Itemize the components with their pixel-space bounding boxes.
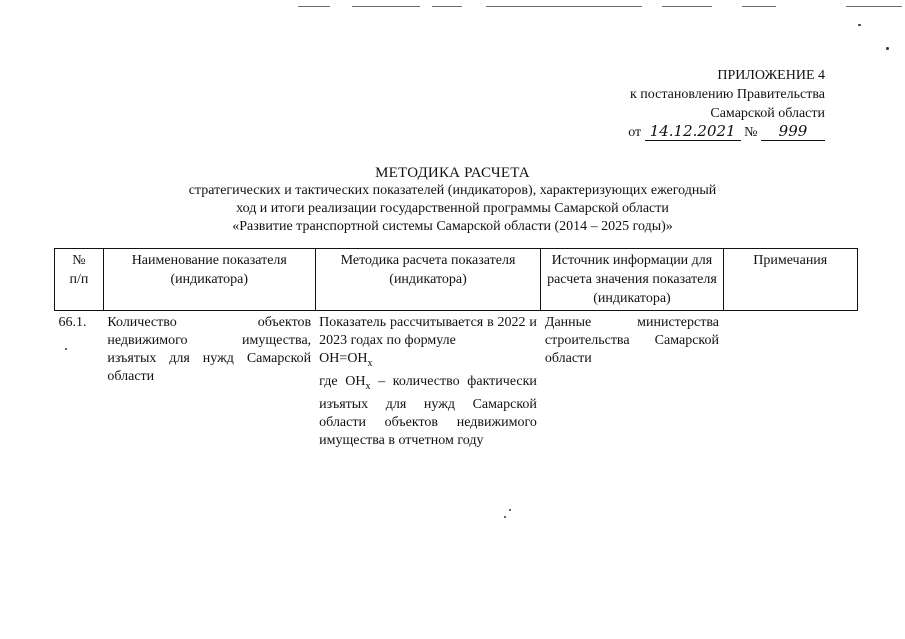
table-row — [55, 311, 858, 450]
row-calculation-method — [315, 311, 541, 450]
document-subtitle-line-2: ход и итоги реализации государственной программы Самарской области — [236, 201, 669, 216]
scan-speck — [504, 516, 506, 518]
method-description: Показатель рассчитывается в 2022 и 2023 годах по формуле — [319, 315, 537, 348]
date-prefix: от — [628, 125, 642, 140]
scan-artifact-line — [846, 6, 902, 7]
appendix-resolution-line: к постановлению Правительства — [629, 87, 825, 102]
scan-artifact-line — [298, 6, 330, 7]
row-number: 66.1. — [58, 315, 87, 330]
document-title-block — [120, 164, 785, 236]
row-notes — [723, 311, 858, 450]
appendix-date-number-row — [628, 123, 825, 142]
handwritten-date: 14.12.2021 — [645, 123, 741, 141]
header-indicator-name: Наименование показателя (индикатора) — [103, 249, 315, 311]
appendix-title: ПРИЛОЖЕНИЕ 4 — [717, 68, 825, 83]
formula-explanation — [319, 374, 537, 448]
formula-equals: = — [339, 351, 348, 366]
document-subtitle-line-3: «Развитие транспортной системы Самарской области (2014 – 2025 годы)» — [232, 219, 673, 234]
indicator-table — [54, 248, 858, 450]
scan-artifact-line — [352, 6, 420, 7]
header-calculation-method: Методика расчета показателя (индикатора) — [315, 249, 541, 311]
scan-artifact-line — [662, 6, 712, 7]
where-subscript: x — [365, 380, 371, 392]
header-information-source: Источник информации для расчета значения показателя (индикатора) — [541, 249, 723, 311]
scan-speck — [858, 24, 861, 26]
scan-artifact-line — [432, 6, 462, 7]
formula — [319, 351, 373, 369]
handwritten-number: 999 — [761, 123, 825, 141]
number-prefix: № — [744, 125, 758, 140]
header-number — [55, 249, 104, 311]
header-notes: Примечания — [723, 249, 858, 311]
appendix-block — [628, 66, 825, 142]
scan-speck — [886, 47, 889, 50]
document-subtitle-line-1: стратегических и тактических показателей (индикаторов), характеризующих ежегодный — [188, 183, 717, 198]
where-prefix: где ОН — [319, 373, 366, 389]
formula-rhs: ОН — [347, 351, 368, 366]
header-number-pp: п/п — [69, 272, 89, 287]
table-header-row — [55, 249, 858, 311]
where-text: – количество фактически изъятых для нужд Самарской области объектов недвижимого имущества в отчетном году — [319, 373, 537, 448]
scan-speck — [509, 509, 511, 511]
row-indicator-name: Количество объектов недвижимого имущества, изъятых для нужд Самарской области — [107, 315, 312, 384]
header-number-sign: № — [72, 253, 86, 268]
scan-artifact-line — [486, 6, 642, 7]
formula-lhs: ОН — [319, 351, 340, 366]
formula-subscript: x — [367, 357, 373, 369]
scan-artifact-line — [742, 6, 776, 7]
appendix-region-line: Самарской области — [710, 106, 825, 121]
row-information-source: Данные министерства строительства Самарской области — [544, 315, 719, 366]
document-heading: МЕТОДИКА РАСЧЕТА — [375, 165, 530, 181]
